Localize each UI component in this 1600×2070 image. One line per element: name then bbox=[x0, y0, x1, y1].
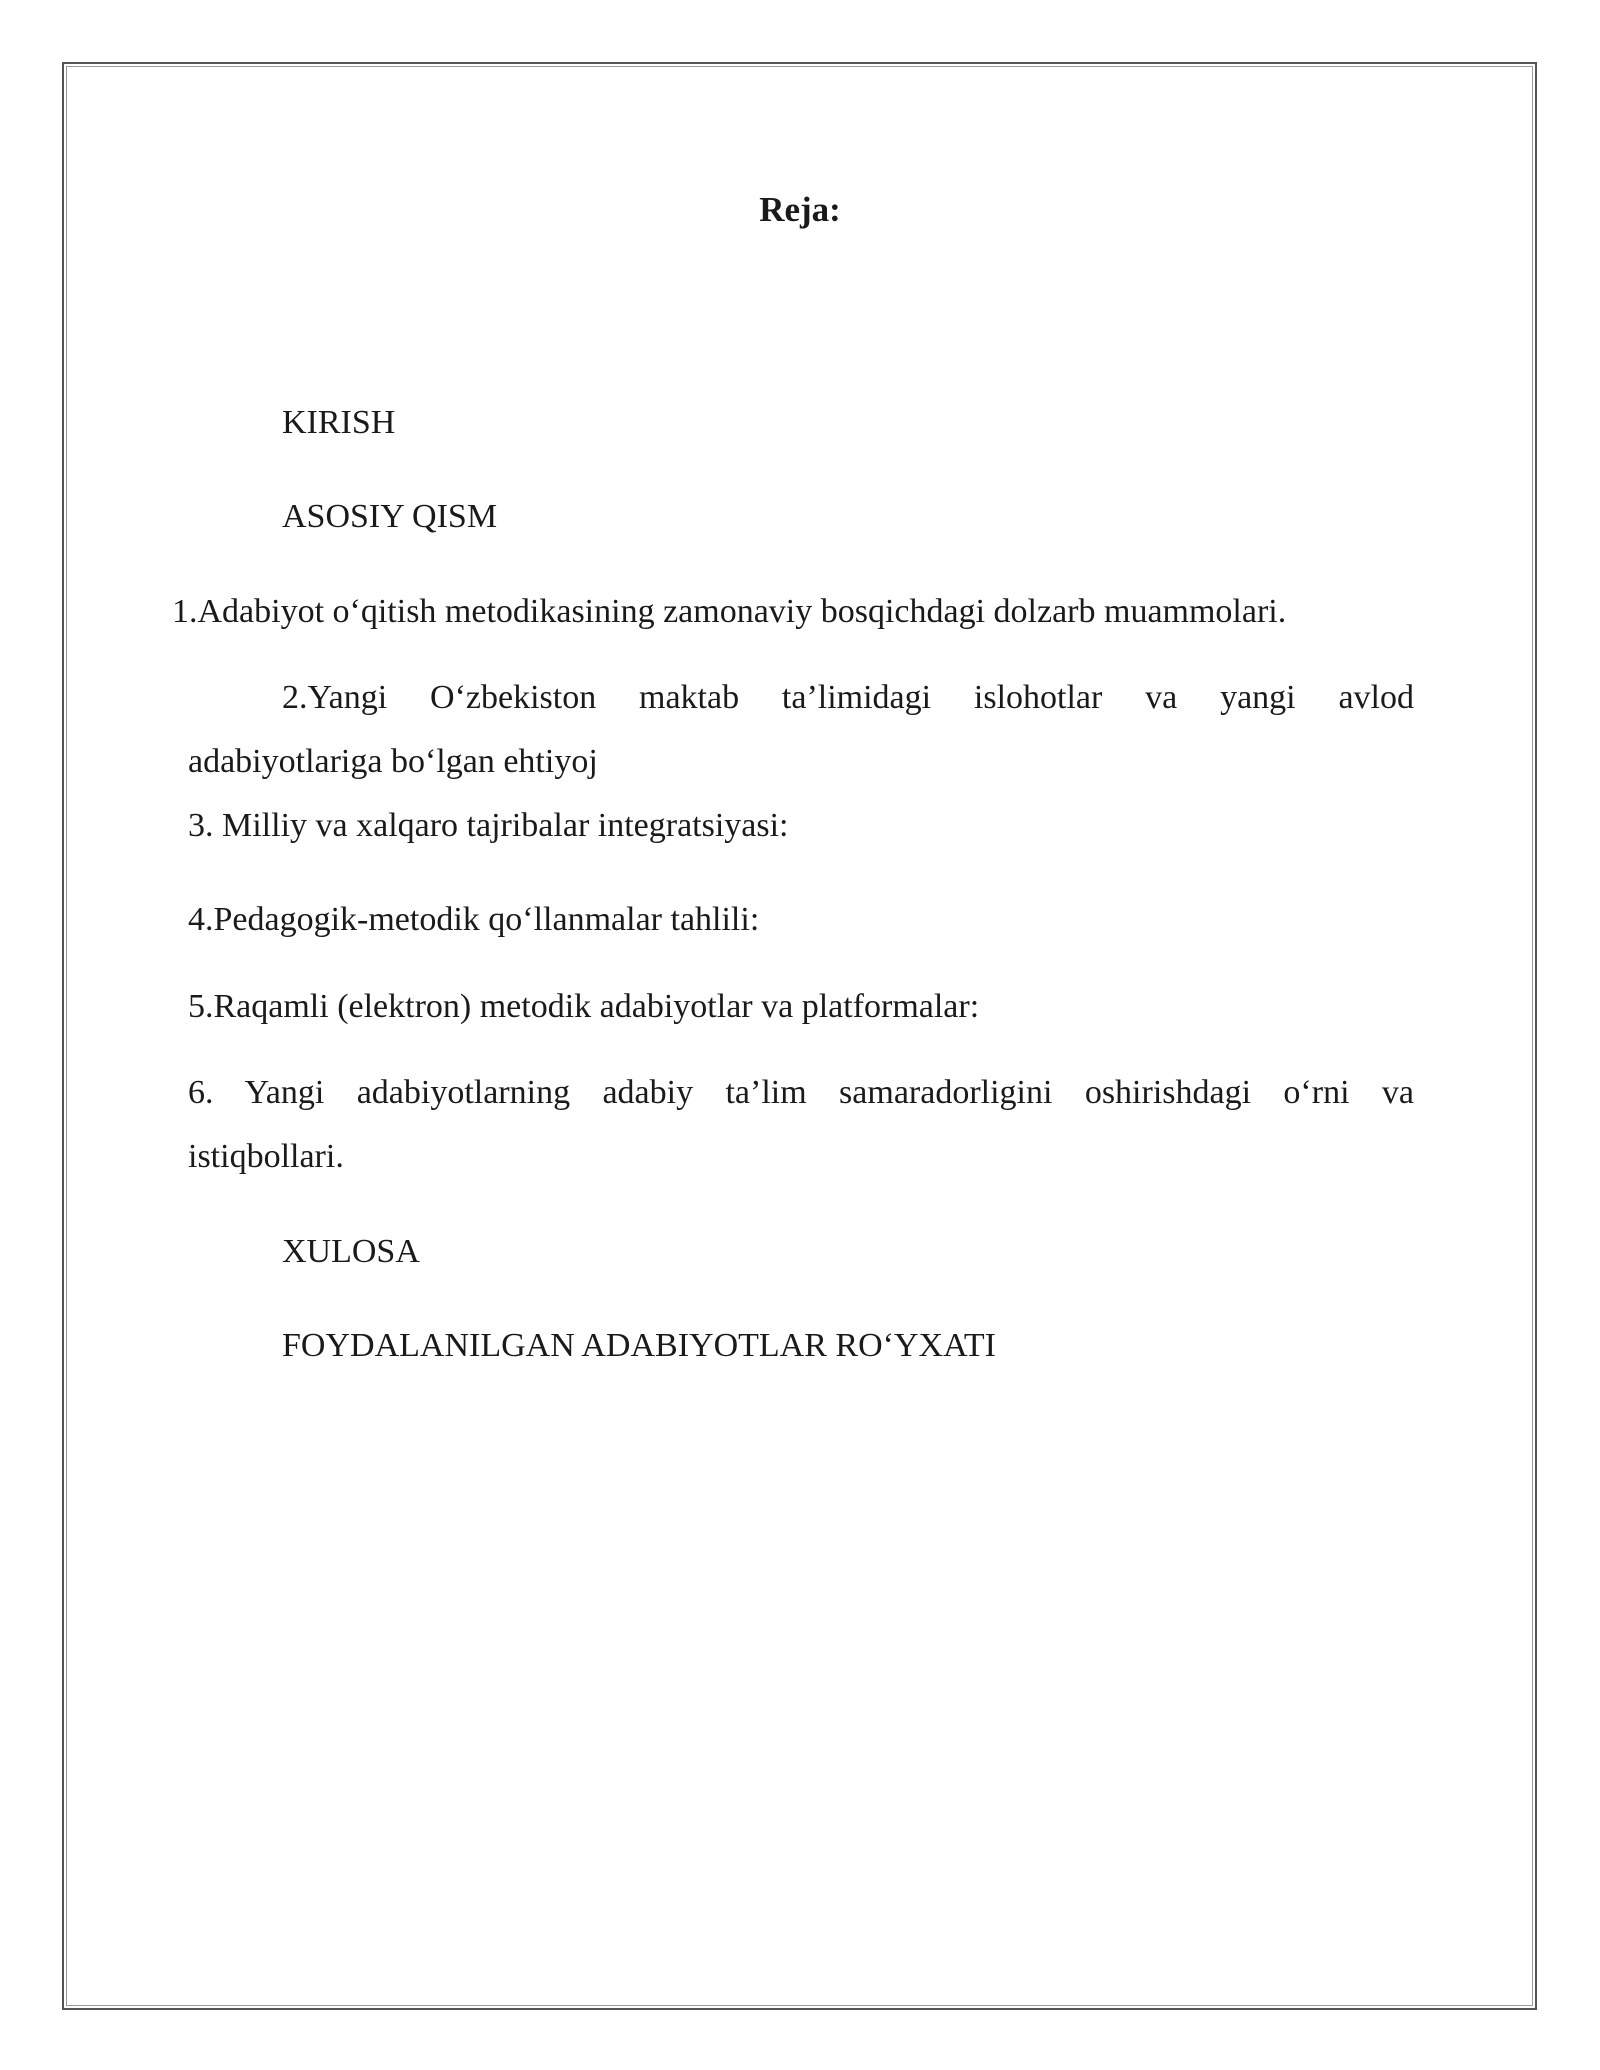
plan-item-asosiy-qism: ASOSIY QISM bbox=[282, 498, 498, 535]
plan-item-kirish: KIRISH bbox=[282, 404, 396, 441]
plan-item-6-line-2: istiqbollari. bbox=[188, 1138, 344, 1175]
plan-item-6-line-1: 6. Yangi adabiyotlarning adabiy ta’lim samaradorligini oshirishdagi o‘rni va bbox=[188, 1074, 1414, 1111]
plan-item-3: 3. Milliy va xalqaro tajribalar integratsiyasi: bbox=[188, 807, 789, 844]
plan-item-4: 4.Pedagogik-metodik qo‘llanmalar tahlili: bbox=[188, 901, 760, 938]
page-border-inner bbox=[66, 66, 1533, 2006]
plan-item-xulosa: XULOSA bbox=[282, 1233, 420, 1270]
plan-item-1: 1.Adabiyot o‘qitish metodikasining zamonaviy bosqichdagi dolzarb muammolari. bbox=[172, 593, 1287, 630]
plan-item-2-line-1: 2.Yangi O‘zbekiston maktab ta’limidagi islohotlar va yangi avlod bbox=[282, 679, 1414, 716]
plan-item-2-line-2: adabiyotlariga bo‘lgan ehtiyoj bbox=[188, 743, 598, 780]
plan-item-references: FOYDALANILGAN ADABIYOTLAR RO‘YXATI bbox=[282, 1327, 996, 1364]
page-title: Reja: bbox=[759, 190, 841, 229]
plan-item-5: 5.Raqamli (elektron) metodik adabiyotlar va platformalar: bbox=[188, 988, 980, 1025]
